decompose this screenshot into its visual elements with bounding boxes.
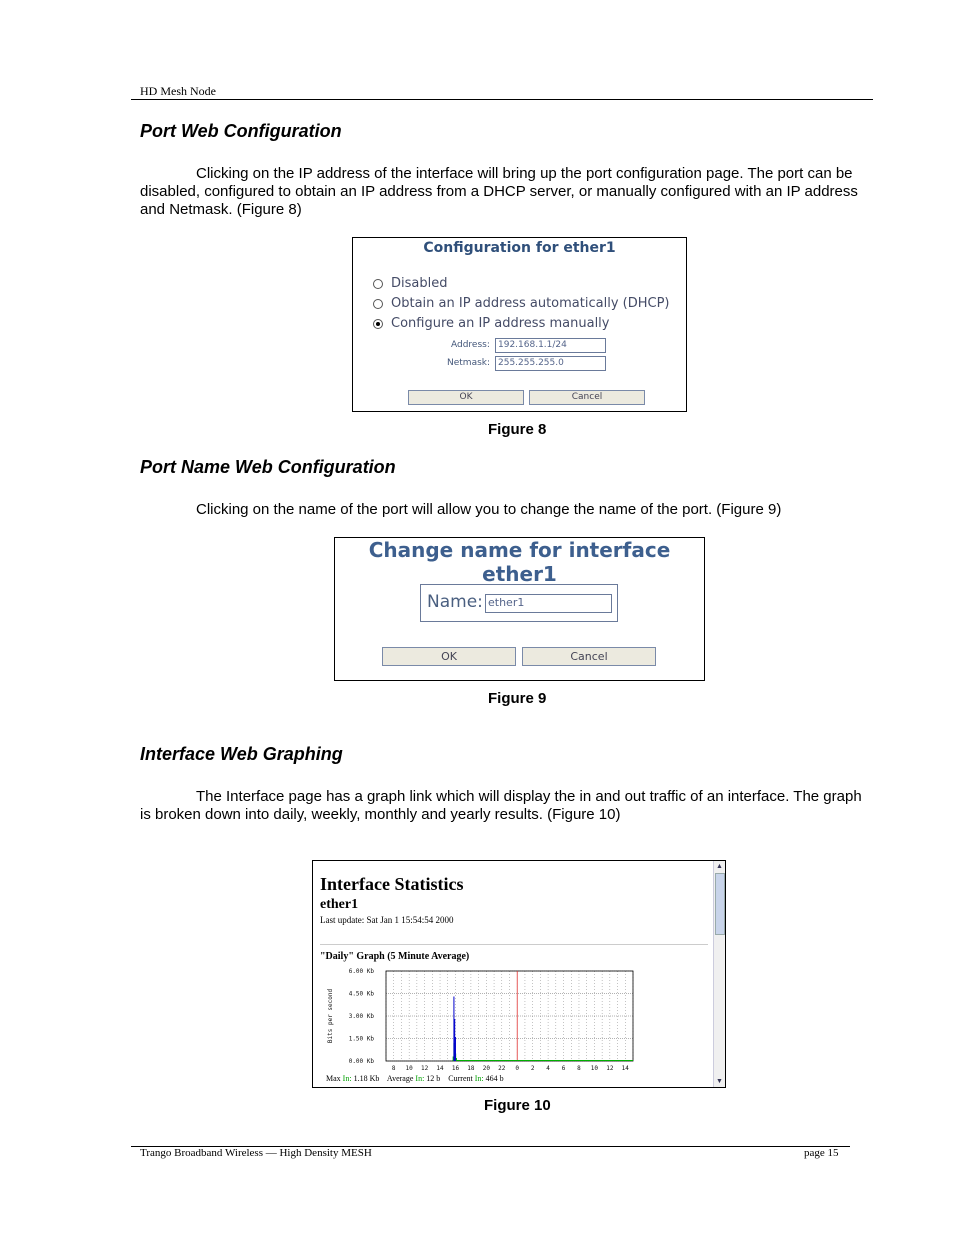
paragraph-line: Clicking on the IP address of the interface will bring up the port configuration page. The port can be <box>196 165 853 182</box>
section-heading-graphing: Interface Web Graphing <box>140 744 343 764</box>
traffic-chart <box>313 961 713 1083</box>
last-update: Last update: Sat Jan 1 15:54:54 2000 <box>320 915 454 925</box>
figure-10-screenshot <box>312 860 726 1088</box>
address-field[interactable]: 192.168.1.1/24 <box>495 338 606 353</box>
max-label: Max <box>326 1074 341 1083</box>
radio-disabled-label: Disabled <box>391 276 448 291</box>
stats-title: Interface Statistics <box>320 874 464 894</box>
x-tick-label: 14 <box>436 1065 444 1072</box>
x-tick-label: 8 <box>577 1065 581 1072</box>
name-label: Name: <box>427 592 483 612</box>
avg-label: Average <box>386 1074 414 1083</box>
radio-disabled[interactable] <box>373 279 383 289</box>
x-tick-label: 14 <box>621 1065 629 1072</box>
x-tick-label: 22 <box>498 1065 506 1072</box>
x-tick-label: 10 <box>405 1065 413 1072</box>
stats-subtitle: ether1 <box>320 897 359 912</box>
x-tick-label: 18 <box>467 1065 475 1072</box>
divider <box>320 944 708 945</box>
name-input[interactable]: ether1 <box>485 594 612 613</box>
vertical-scrollbar[interactable] <box>713 861 725 1087</box>
x-tick-label: 4 <box>546 1065 550 1072</box>
current-label: Current <box>448 1074 473 1083</box>
current-value: 464 b <box>485 1074 504 1083</box>
y-tick-label: 1.50 Kb <box>348 1035 374 1043</box>
paragraph-line: is broken down into daily, weekly, monthly and yearly results. (Figure 10) <box>140 806 621 823</box>
x-tick-label: 8 <box>391 1065 396 1072</box>
x-tick-label: 12 <box>606 1065 614 1072</box>
y-tick-label: 0.00 Kb <box>348 1058 374 1065</box>
rename-title: Change name for interface ether1 <box>368 538 671 586</box>
scroll-thumb[interactable] <box>715 873 725 935</box>
graph-title: "Daily" Graph (5 Minute Average) <box>320 951 470 962</box>
max-in-label: In: <box>342 1074 352 1083</box>
avg-value: 12 b <box>426 1074 441 1083</box>
section-heading-port-name: Port Name Web Configuration <box>140 457 396 477</box>
paragraph-line: The Interface page has a graph link which will display the in and out traffic of an interface. The graph <box>196 788 862 805</box>
footer-left: Trango Broadband Wireless — High Density MESH <box>140 1147 372 1159</box>
running-header: HD Mesh Node <box>140 84 216 98</box>
x-tick-label: 12 <box>420 1065 429 1072</box>
radio-dhcp-label: Obtain an IP address automatically (DHCP) <box>391 296 670 311</box>
ok-button[interactable]: OK <box>408 390 524 405</box>
x-tick-label: 6 <box>561 1065 566 1072</box>
header-rule <box>131 99 873 100</box>
ok-button[interactable]: OK <box>382 647 516 666</box>
netmask-field[interactable]: 255.255.255.0 <box>495 356 606 371</box>
y-tick-label: 4.50 Kb <box>348 990 374 998</box>
address-label: Address: <box>451 340 490 350</box>
radio-dhcp[interactable] <box>373 299 383 309</box>
cancel-button[interactable]: Cancel <box>529 390 645 405</box>
y-tick-label: 3.00 Kb <box>348 1013 374 1020</box>
avg-in-label: In: <box>415 1074 425 1083</box>
x-tick-label: 10 <box>590 1065 599 1072</box>
config-title: Configuration for ether1 <box>423 240 616 256</box>
netmask-label: Netmask: <box>447 358 491 368</box>
x-tick-label: 2 <box>530 1065 535 1072</box>
y-tick-label: 6.00 Kb <box>348 968 374 975</box>
figure-9-screenshot <box>334 537 705 681</box>
cancel-button[interactable]: Cancel <box>522 647 656 666</box>
stats-line <box>326 1074 504 1083</box>
figure-8-caption: Figure 8 <box>488 421 547 438</box>
name-fieldset <box>420 584 618 622</box>
y-axis-label: Bits per second <box>327 988 334 1044</box>
radio-manual-row[interactable] <box>373 316 609 331</box>
figure-9-caption: Figure 9 <box>488 690 547 707</box>
footer-page-number: page 15 <box>804 1147 839 1159</box>
x-tick-label: 16 <box>451 1065 460 1072</box>
figure-8-screenshot <box>352 237 687 412</box>
scroll-down-icon[interactable]: ▼ <box>716 1077 723 1085</box>
radio-dhcp-row[interactable] <box>373 296 669 311</box>
max-value: 1.18 Kb <box>353 1074 380 1083</box>
paragraph-line: and Netmask. (Figure 8) <box>140 201 302 218</box>
paragraph-line: Clicking on the name of the port will allow you to change the name of the port. (Figure 9) <box>196 501 782 518</box>
radio-manual[interactable] <box>373 319 383 329</box>
current-in-label: In: <box>474 1074 484 1083</box>
radio-disabled-row[interactable] <box>373 276 447 291</box>
paragraph-line: disabled, configured to obtain an IP address from a DHCP server, or manually configured with an IP address <box>140 183 858 200</box>
section-heading-port-web: Port Web Configuration <box>140 121 342 141</box>
radio-manual-label: Configure an IP address manually <box>391 316 610 331</box>
x-tick-label: 0 <box>515 1065 520 1072</box>
figure-10-caption: Figure 10 <box>484 1097 551 1114</box>
x-tick-label: 20 <box>482 1065 490 1072</box>
scroll-up-icon[interactable]: ▲ <box>716 862 723 870</box>
